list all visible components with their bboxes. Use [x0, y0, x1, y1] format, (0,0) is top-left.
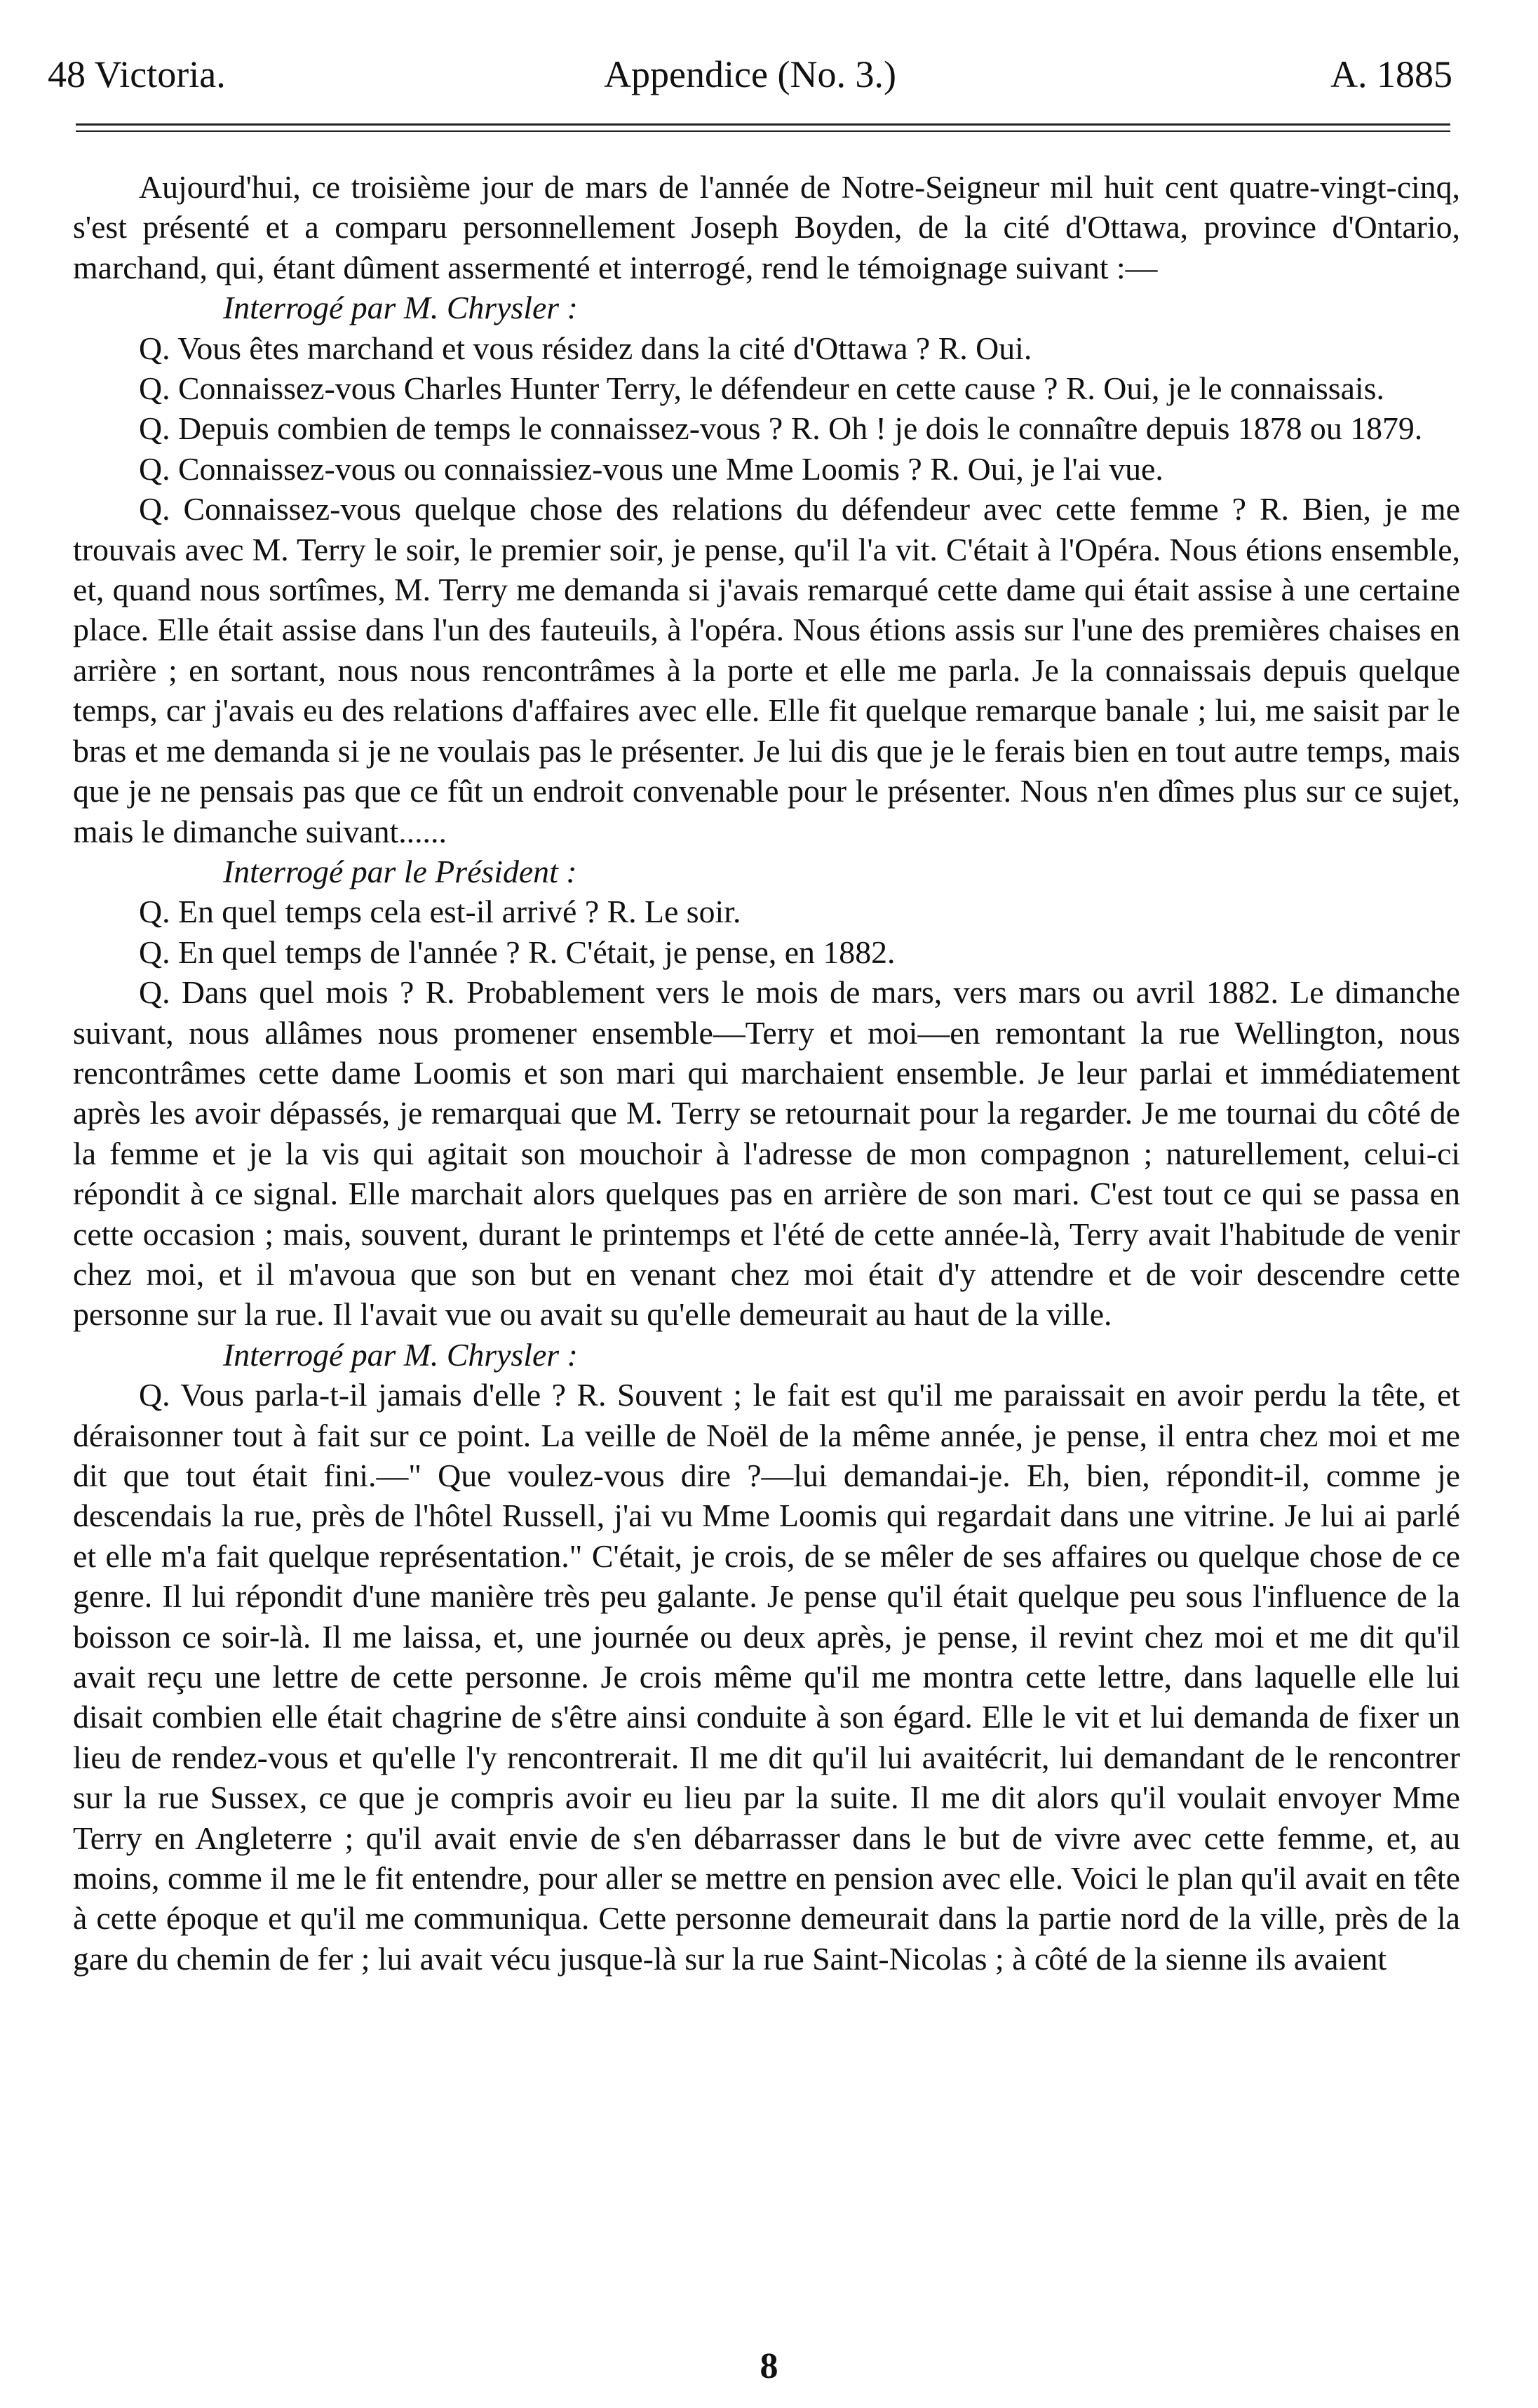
qa-paragraph: Q. Connaissez-vous Charles Hunter Terry, le défendeur en cette cause ? R. Oui, je le connaissais.: [139, 370, 1384, 407]
examiner-heading: Interrogé par M. Chrysler :: [223, 290, 578, 326]
header-session: 48 Victoria.: [48, 53, 226, 95]
paragraph-preamble: Aujourd'hui, ce troisième jour de mars de l'année de Notre-Seigneur mil huit cent quatre-vingt-cinq, s'est présenté et a comparu personnellement Joseph Boyden, de la cité d'Ottawa, province d'Ontario, marchand, qui, étant dûment assermenté et interrogé, rend le témoignage suivant :—: [73, 169, 1460, 285]
examiner-heading: Interrogé par M. Chrysler :: [223, 1336, 578, 1373]
header-appendix: Appendice (No. 3.): [604, 53, 896, 95]
header-rule-thick: [76, 123, 1450, 126]
qa-paragraph: Q. Vous parla-t-il jamais d'elle ? R. Souvent ; le fait est qu'il me paraissait en avoir perdu la tête, et déraisonner tout à fait sur ce point. La veille de Noël de la même année, je pense, il entra chez moi et me dit que tout était fini.—" Que voulez-vous dire ?—lui demandai-je. Eh, bien, répondit-il, comme je descendais la rue, près de l'hôtel Russell, j'ai vu Mme Loomis qui regardait dans une vitrine. Je lui ai parlé et elle m'a fait quelque représentation." C'était, je crois, de se mêler de ses affaires ou quelque chose de ce genre. Il lui répondit d'une manière très peu galante. Je pense qu'il était quelque peu sous l'influence de la boisson ce soir-là. Il me laissa, et, une journée ou deux après, je pense, il revint chez moi et me dit qu'il avait reçu une lettre de cette personne. Je crois même qu'il me montra cette lettre, dans laquelle elle lui disait combien elle était chagrine de s'être ainsi conduite à son égard. Elle le vit et lui demanda de fixer un lieu de rendez-vous et qu'elle l'y rencontrerait. Il me dit qu'il lui avaitécrit, lui demandant de le rencontrer sur la rue Sussex, ce que je compris avoir eu lieu par la suite. Il me dit alors qu'il voulait envoyer Mme Terry en Angleterre ; qu'il avait envie de s'en débarrasser dans le but de vivre avec cette femme, et, au moins, comme il me le fit entendre, pour aller se mettre en pension avec elle. Voici le plan qu'il avait en tête à cette époque et qu'il me communiqua. Cette personne demeurait dans la partie nord de la ville, près de la gare du chemin de fer ; lui avait vécu jusque-là sur la rue Saint-Nicolas ; à côté de la sienne ils avaient: [73, 1377, 1460, 1977]
document-body: [73, 167, 1460, 1979]
qa-paragraph: Q. Connaissez-vous ou connaissiez-vous une Mme Loomis ? R. Oui, je l'ai vue.: [139, 450, 1163, 487]
header-rule-thin: [76, 130, 1450, 132]
qa-paragraph: Q. En quel temps de l'année ? R. C'était, je pense, en 1882.: [139, 934, 896, 970]
qa-paragraph: Q. Vous êtes marchand et vous résidez dans la cité d'Ottawa ? R. Oui.: [139, 330, 1032, 366]
header-year: A. 1885: [1330, 53, 1452, 95]
qa-paragraph: Q. Dans quel mois ? R. Probablement vers le mois de mars, vers mars ou avril 1882. Le dimanche suivant, nous allâmes nous promener ensemble—Terry et moi—en remontant la rue Wellington, nous rencontrâmes cette dame Loomis et son mari qui marchaient ensemble. Je leur parlai et immédiatement après les avoir dépassés, je remarquai que M. Terry se retournait pour la regarder. Je me tournai du côté de la femme et je la vis qui agitait son mouchoir à l'adresse de mon compagnon ; naturellement, celui-ci répondit à ce signal. Elle marchait alors quelques pas en arrière de son mari. C'est tout ce qui se passa en cette occasion ; mais, souvent, durant le printemps et l'été de cette année-là, Terry avait l'habitude de venir chez moi, et il m'avoua que son but en venant chez moi était d'y attendre et de voir descendre cette personne sur la rue. Il l'avait vue ou avait su qu'elle demeurait au haut de la ville.: [73, 974, 1460, 1333]
running-header: [48, 46, 1452, 102]
examiner-heading: Interrogé par le Président :: [223, 853, 577, 889]
qa-paragraph: Q. En quel temps cela est-il arrivé ? R. Le soir.: [139, 894, 741, 930]
page-number: 8: [760, 2346, 778, 2386]
qa-paragraph: Q. Depuis combien de temps le connaissez-vous ? R. Oh ! je dois le connaître depuis 1878 ou 1879.: [139, 410, 1423, 447]
qa-paragraph: Q. Connaissez-vous quelque chose des relations du défendeur avec cette femme ? R. Bien, je me trouvais avec M. Terry le soir, le premier soir, je pense, qu'il l'a vit. C'était à l'Opéra. Nous étions ensemble, et, quand nous sortîmes, M. Terry me demanda si j'avais remarqué cette dame qui était assise à une certaine place. Elle était assise dans l'un des fauteuils, à l'opéra. Nous étions assis sur l'une des premières chaises en arrière ; en sortant, nous nous rencontrâmes à la porte et elle me parla. Je la connaissais depuis quelque temps, car j'avais eu des relations d'affaires avec elle. Elle fit quelque remarque banale ; lui, me saisit par le bras et me demanda si je ne voulais pas le présenter. Je lui dis que je le ferais bien en tout autre temps, mais que je ne pensais pas que ce fût un endroit convenable pour le présenter. Nous n'en dîmes plus sur ce sujet, mais le dimanche suivant......: [73, 491, 1460, 849]
